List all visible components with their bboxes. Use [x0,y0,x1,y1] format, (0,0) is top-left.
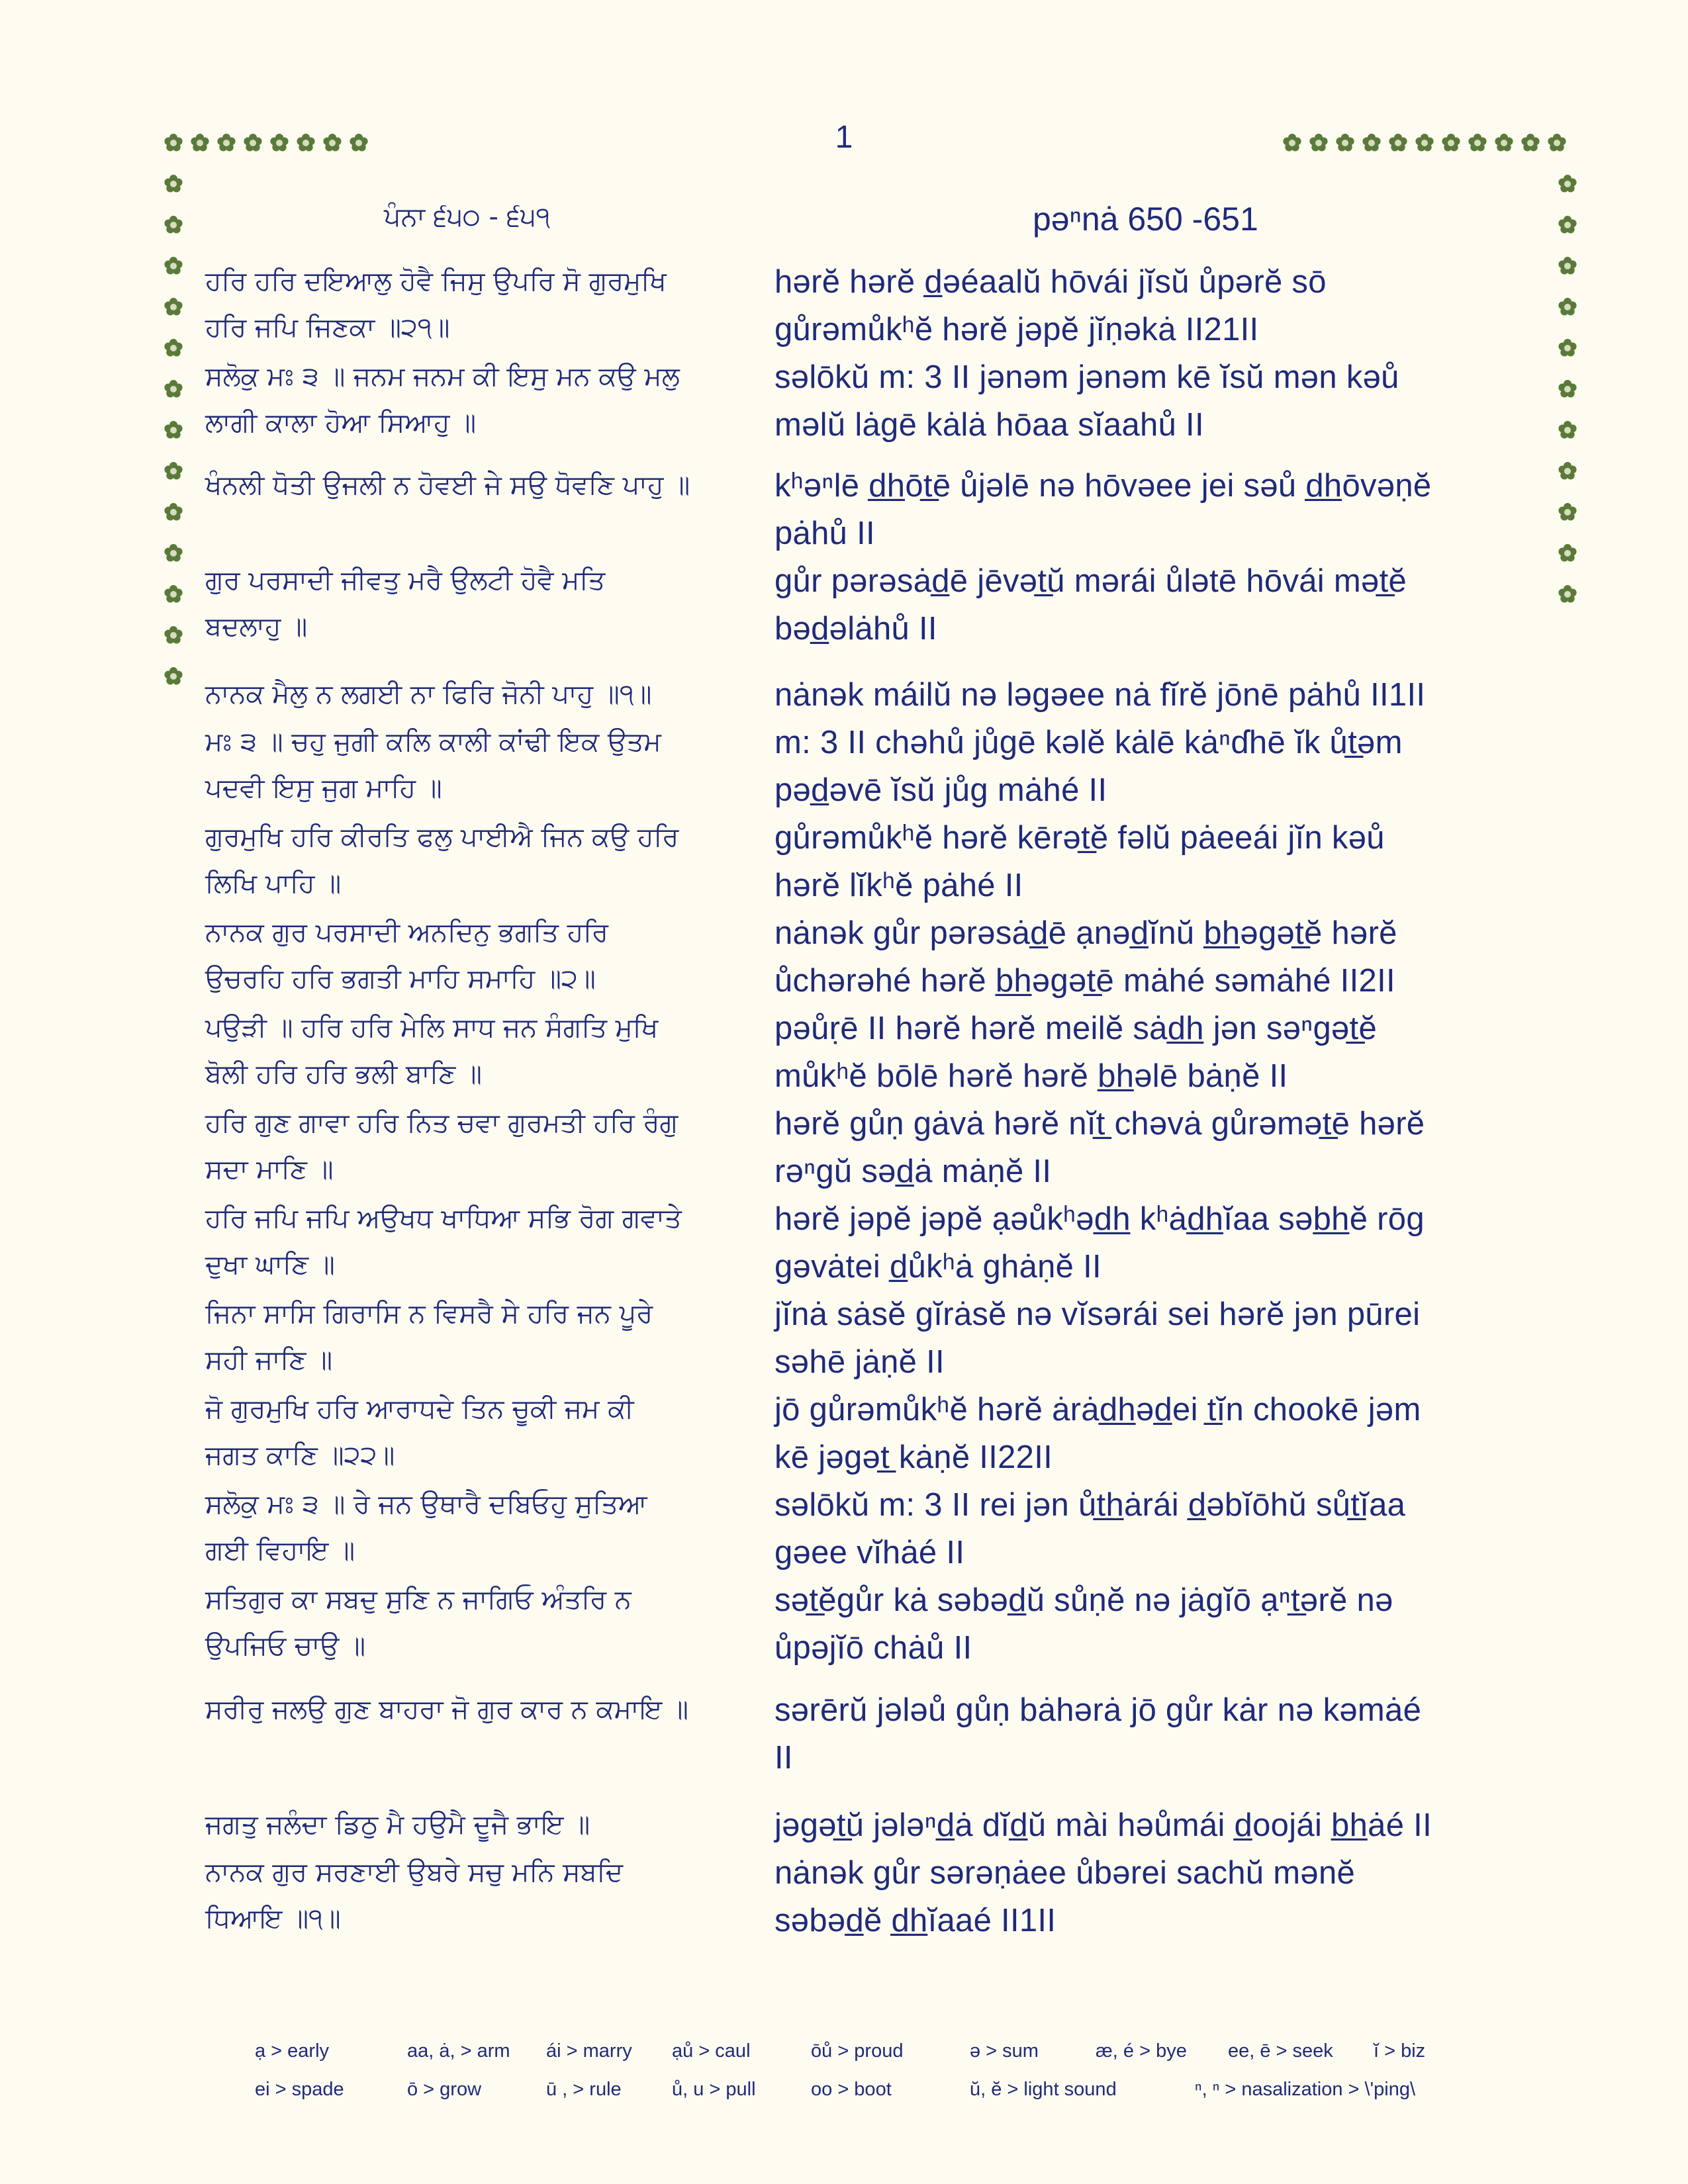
verse-transliteration: gůr pərəsȧd̲ē jēvət̲ŭ mərái ůlətē hōvái mət̲ĕ bəd̲əlȧhů II [774,563,1407,647]
verse-transliteration: sət̲ĕgůr kȧ səbəd̲ŭ sůṇĕ nə jȧgĭō ạⁿt̲ərĕ nə ůpəjĭō chȧů II [774,1582,1393,1666]
legend-item: aa, ȧ, > arm [407,2040,510,2062]
verse-transliteration: jəgət̲ŭ jələⁿd̲ȧ dĭd̲ŭ mài həůmái d̲oojái b̲h̲ȧé II [774,1807,1432,1843]
flower-icon [164,626,182,644]
verse-gurmukhi: ਹਰਿ ਹਰਿ ਦਇਆਲੁ ਹੋਵੈ ਜਿਸੁ ਉਪਰਿ ਸੋ ਗੁਰਮੁਖਿ ਹਰਿ ਜਪਿ ਜਿਣਕਾ ॥੨੧॥ [205,266,667,343]
verse-transliteration: səlōkŭ m: 3 II rei jən ůt̲h̲ȧrái d̲əbĭōhŭ sůt̲ĭaa gəee vĭhȧé II [774,1487,1406,1570]
verse-gurmukhi: ਜੋ ਗੁਰਮੁਖਿ ਹਰਿ ਆਰਾਧਦੇ ਤਿਨ ਚੂਕੀ ਜਮ ਕੀ ਜਗਤ ਕਾਣਿ ॥੨੨॥ [205,1394,634,1471]
flower-icon [164,421,182,439]
verse-transliteration: hərĕ jəpĕ jəpĕ ạəůkʰəd̲h̲ kʰȧd̲h̲ĭaa səb̲h̲ĕ rōg gəvȧtei d̲ůkʰȧ ghȧṇĕ II [774,1201,1425,1285]
verse-row [205,462,1529,557]
flower-icon [164,667,182,685]
legend-item: ə > sum [970,2040,1039,2062]
verse-gurmukhi: ਸਰੀਰੁ ਜਲਉ ਗੁਣ ਬਾਹਰਾ ਜੋ ਗੁਰ ਕਾਰ ਨ ਕਮਾਇ ॥ [205,1694,688,1725]
flower-icon [164,216,182,234]
verse-gurmukhi: ਪਉੜੀ ॥ ਹਰਿ ਹਰਿ ਮੇਲਿ ਸਾਧ ਜਨ ਸੰਗਤਿ ਮੁਖਿ ਬੋਲੀ ਹਰਿ ਹਰਿ ਭਲੀ ਬਾਣਿ ॥ [205,1013,659,1089]
verse-transliteration: nȧnək máilŭ nə ləgəee nȧ fĭrĕ jōnē pȧhů II1II [774,677,1426,713]
verse-gurmukhi: ਨਾਨਕ ਗੁਰ ਸਰਣਾਈ ਉਬਰੇ ਸਚੁ ਮਨਿ ਸਬਦਿ ਧਿਆਇ ॥੧॥ [205,1857,624,1934]
verse-row [205,1100,1529,1195]
verse-row [205,258,1529,353]
verse-row [205,1686,1529,1782]
flower-icon [164,380,182,398]
verse-transliteration: jĭnȧ sȧsĕ gĭrȧsĕ nə vĭsərái sei hərĕ jən pūrei səhē jȧṇĕ II [774,1297,1421,1380]
verse-row [205,909,1529,1005]
flower-icon [164,339,182,357]
flower-icon [1558,544,1576,562]
flower-icon [1558,380,1576,398]
verse-transliteration: səlōkŭ m: 3 II jənəm jənəm kē ĭsŭ mən kəů məlŭ lȧgē kȧlȧ hōaa sĭaahů II [774,359,1399,443]
verse-transliteration: nȧnək gůr pərəsȧd̲ē ạnəd̲ĭnŭ b̲h̲əgət̲ĕ hərĕ ůchərəhé hərĕ b̲h̲əgət̲ē mȧhé səmȧhé II2II [774,915,1397,999]
verse-gurmukhi: ਹਰਿ ਗੁਣ ਗਾਵਾ ਹਰਿ ਨਿਤ ਚਵਾ ਗੁਰਮਤੀ ਹਰਿ ਰੰਗੁ ਸਦਾ ਮਾਣਿ ॥ [205,1108,679,1185]
legend-item: ū , > rule [546,2078,622,2100]
verse-row [205,1576,1529,1672]
verse-row [205,719,1529,814]
page-number: 1 [835,120,853,155]
flower-icon [1558,503,1576,521]
legend-item: æ, é > bye [1096,2040,1187,2062]
legend-item: ōů > proud [811,2040,904,2062]
verse-gurmukhi: ਗੁਰ ਪਰਸਾਦੀ ਜੀਵਤੁ ਮਰੈ ਉਲਟੀ ਹੋਵੈ ਮਤਿ ਬਦਲਾਹੁ ॥ [205,565,606,642]
legend-item: ạů > caul [672,2040,751,2062]
flower-icon [164,257,182,275]
verse-row [205,1481,1529,1576]
verse-gurmukhi: ਗੁਰਮੁਖਿ ਹਰਿ ਕੀਰਤਿ ਫਲੁ ਪਾਈਐ ਜਿਨ ਕਉ ਹਰਿ ਲਿਖਿ ਪਾਹਿ ॥ [205,822,679,899]
verse-gurmukhi: ਨਾਨਕ ਮੈਲੁ ਨ ਲਗਈ ਨਾ ਫਿਰਿ ਜੋਨੀ ਪਾਹੁ ॥੧॥ [205,679,652,709]
verse-row [205,1005,1529,1100]
legend-item: ee, ē > seek [1228,2040,1333,2062]
verse-row [205,1849,1529,1944]
flower-icon [1558,175,1576,193]
verse-row [205,1195,1529,1291]
verse-gurmukhi: ਖੰਨਲੀ ਧੋਤੀ ਉਜਲੀ ਨ ਹੋਵਈ ਜੇ ਸਉ ਧੋਵਣਿ ਪਾਹੁ ॥ [205,470,690,500]
verse-transliteration: pəůṛē II hərĕ hərĕ meilĕ sȧd̲h̲ jən səⁿgət̲ĕ můkʰĕ bōlē hərĕ hərĕ b̲h̲əlē bȧṇĕ II [774,1011,1378,1094]
verse-row [205,1801,1529,1849]
flower-icon [1558,216,1576,234]
verse-transliteration: sərērŭ jələů gůṇ bȧhərȧ jō gůr kȧr nə kəmȧé II [774,1692,1422,1776]
legend-item: ĭ > biz [1374,2040,1426,2062]
pronunciation-legend [255,2032,1499,2109]
verse-row [205,671,1529,719]
verse-row [205,557,1529,653]
page-heading-gurmukhi: ਪੰਨਾ ੬੫੦ - ੬੫੧ [384,202,551,232]
verse-transliteration: hərĕ gůṇ gȧvȧ hərĕ nĭt̲ chəvȧ gůrəmət̲ē hərĕ rəⁿgŭ səd̲ȧ mȧṇĕ II [774,1106,1425,1189]
verse-row [205,814,1529,909]
verse-row [205,353,1529,449]
flower-icon [164,585,182,603]
verse-transliteration: jō gůrəmůkʰĕ hərĕ ȧrȧd̲h̲əd̲ei t̲ĭn chookē jəm kē jəgət̲ kȧṇĕ II22II [774,1392,1421,1475]
verse-row [205,1386,1529,1481]
verse-transliteration: gůrəmůkʰĕ hərĕ kērət̲ĕ fəlŭ pȧeeái jĭn kəů hərĕ lĭkʰĕ pȧhé II [774,820,1385,903]
flower-icon [1558,257,1576,275]
verse-transliteration: m: 3 II chəhů jůgē kəlĕ kȧlē kȧⁿɗhē ĭk ůt̲əm pəd̲əvē ĭsŭ jůg mȧhé II [774,725,1403,808]
legend-item: oo > boot [811,2078,892,2100]
verse-gurmukhi: ਹਰਿ ਜਪਿ ਜਪਿ ਅਉਖਧ ਖਾਧਿਆ ਸਭਿ ਰੋਗ ਗਵਾਤੇ ਦੁਖਾ ਘਾਣਿ ॥ [205,1203,682,1280]
flower-icon [164,462,182,480]
flower-icon [1558,585,1576,603]
verse-list [205,258,1529,1944]
legend-item: ái > marry [546,2040,632,2062]
legend-item: ŭ, ĕ > light sound [970,2078,1117,2100]
legend-item: ⁿ, ⁿ > nasalization > \'ping\ [1195,2078,1416,2100]
verse-gurmukhi: ਸਲੋਕੁ ਮਃ ੩ ॥ ਰੇ ਜਨ ਉਥਾਰੈ ਦਬਿਓਹੁ ਸੁਤਿਆ ਗਈ ਵਿਹਾਇ ॥ [205,1489,647,1566]
verse-gurmukhi: ਨਾਨਕ ਗੁਰ ਪਰਸਾਦੀ ਅਨਦਿਨੁ ਭਗਤਿ ਹਰਿ ਉਚਰਹਿ ਹਰਿ ਭਗਤੀ ਮਾਹਿ ਸਮਾਹਿ ॥੨॥ [205,917,608,994]
flower-icon [1558,421,1576,439]
verse-gurmukhi: ਸਲੋਕੁ ਮਃ ੩ ॥ ਜਨਮ ਜਨਮ ਕੀ ਇਸੁ ਮਨ ਕਉ ਮਲੁ ਲਾਗੀ ਕਾਲਾ ਹੋਆ ਸਿਆਹੁ ॥ [205,361,680,438]
verse-transliteration: nȧnək gůr sərəṇȧee ůbərei sachŭ mənĕ səbəd̲ĕ d̲h̲ĭaaé II1II [774,1855,1356,1938]
legend-item: ů, u > pull [672,2078,756,2100]
legend-row [255,2032,1499,2070]
legend-item: ei > spade [255,2078,344,2100]
flower-icon [1558,339,1576,357]
flower-icon [164,544,182,562]
verse-gurmukhi: ਸਤਿਗੁਰ ਕਾ ਸਬਦੁ ਸੁਣਿ ਨ ਜਾਗਿਓ ਅੰਤਰਿ ਨ ਉਪਜਿਓ ਚਾਉ ॥ [205,1584,632,1661]
legend-item: ō > grow [407,2078,482,2100]
verse-gurmukhi: ਜਗਤੁ ਜਲੰਦਾ ਡਿਠੁ ਮੈ ਹਉਮੈ ਦੂਜੈ ਭਾਇ ॥ [205,1809,590,1840]
flower-icon [164,503,182,521]
flower-icon [1558,462,1576,480]
verse-transliteration: kʰəⁿlē d̲h̲ōt̲ē ůjəlē nə hōvəee jei səů d̲h̲ōvəṇĕ pȧhů II [774,468,1432,551]
flower-icon [164,298,182,316]
flower-icon [164,175,182,193]
verse-gurmukhi: ਮਃ ੩ ॥ ਚਹੁ ਜੁਗੀ ਕਲਿ ਕਾਲੀ ਕਾਂਢੀ ਇਕ ਉਤਮ ਪਦਵੀ ਇਸੁ ਜੁਗ ਮਾਹਿ ॥ [205,727,661,803]
flower-icon [1558,298,1576,316]
verse-transliteration: hərĕ hərĕ d̲əéaalŭ hōvái jĭsŭ ůpərĕ sō gůrəmůkʰĕ hərĕ jəpĕ jĭṇəkȧ II21II [774,264,1327,347]
page-heading-transliteration: pəⁿnȧ 650 -651 [1033,201,1258,238]
verse-row [205,1291,1529,1386]
legend-row [255,2070,1499,2109]
verse-gurmukhi: ਜਿਨਾ ਸਾਸਿ ਗਿਰਾਸਿ ਨ ਵਿਸਰੈ ਸੇ ਹਰਿ ਜਨ ਪੂਰੇ ਸਹੀ ਜਾਣਿ ॥ [205,1298,653,1375]
legend-item: ạ > early [255,2040,330,2062]
